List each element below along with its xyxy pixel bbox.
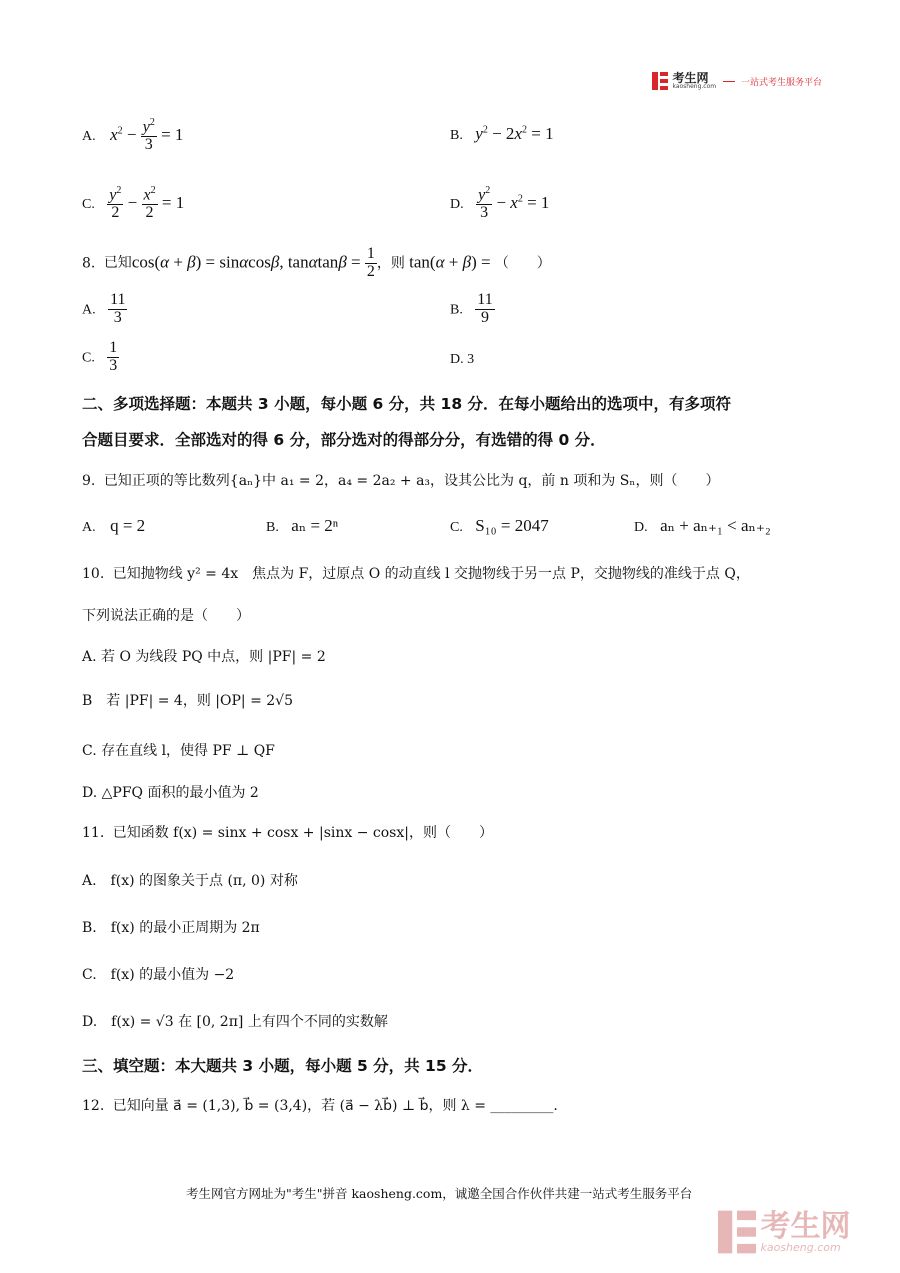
q10-option-c: C. 存在直线 l，使得 PF ⊥ QF — [82, 743, 275, 759]
section2-heading-line2: 合题目要求．全部选对的得 6 分，部分选对的得部分分，有选错的得 0 分． — [82, 431, 606, 449]
q9-option-b: B. aₙ = 2ⁿ — [266, 516, 339, 535]
kaosheng-logo-icon — [652, 72, 668, 90]
q8-option-c: C. $\frac{1}{3}$ — [82, 339, 118, 374]
q9-option-c: C. S₁₀ = 2047 — [450, 516, 549, 535]
q9-option-d: D. aₙ + aₙ₊₁ < aₙ₊₂ — [634, 516, 771, 535]
q12-stem: 12. 已知向量 a⃗ = (1,3), b⃗ = (3,4)，若 (a⃗ − λb⃗) ⊥ b⃗，则 λ = _________. — [82, 1098, 558, 1114]
q9-stem: 9. 已知正项的等比数列{aₙ}中 a₁ = 2，a₄ = 2a₂ + a₃，设其公比为 q，前 n 项和为 Sₙ，则（ ） — [82, 473, 720, 489]
watermark-brand: 考生网 — [760, 1208, 851, 1244]
logo-brand: 考生网 — [672, 71, 709, 85]
section3-heading: 三、填空题：本大题共 3 小题，每小题 5 分，共 15 分． — [82, 1057, 484, 1075]
header-logo — [652, 72, 822, 90]
q10-option-a: A. 若 O 为线段 PQ 中点，则 |PF| = 2 — [82, 649, 326, 665]
section2-heading-line1: 二、多项选择题：本题共 3 小题，每小题 6 分，共 18 分．在每小题给出的选项中，有多项符 — [82, 395, 732, 413]
q7-option-d: D. $\frac{y^2}{3}$ − $x^2 = 1$ — [450, 185, 550, 222]
footer-text: 考生网官方网址为"考生"拼音 kaosheng.com，诚邀全国合作伙伴共建一站式考生服务平台 — [186, 1186, 693, 1201]
q8-option-a: A. $\frac{11}{3}$ — [82, 291, 126, 326]
q10-option-b: B 若 |PF| = 4，则 |OP| = 2√5 — [82, 693, 293, 709]
footer-watermark — [718, 1210, 850, 1254]
q10-stem-line1: 10. 已知抛物线 y² = 4x 焦点为 F，过原点 O 的动直线 l 交抛物线于另一点 P，交抛物线的准线于点 Q， — [82, 566, 750, 582]
watermark-domain: kaosheng.com — [760, 1240, 841, 1254]
q8-option-d: D. 3 — [450, 352, 475, 367]
q11-option-c: C. f(x) 的最小值为 −2 — [82, 967, 235, 983]
q7-option-c: C. $\frac{y^2}{2}$ − $\frac{x^2}{2}$ = 1 — [82, 185, 185, 222]
q11-option-d: D. f(x) = √3 在 [0, 2π] 上有四个不同的实数解 — [82, 1014, 388, 1030]
q9-option-a: A. q = 2 — [82, 516, 146, 535]
logo-slogan: 一站式考生服务平台 — [741, 77, 823, 88]
q10-stem-line2: 下列说法正确的是（ ） — [82, 608, 250, 624]
q11-stem: 11. 已知函数 f(x) = sinx + cosx + |sinx − cosx|，则（ ） — [82, 825, 493, 841]
q8-stem: 8. 已知cos(α + β) = sinαcosβ, tanαtanβ = $\frac{1}{2}$ ，则 tan(α + β) = （ ） — [82, 245, 551, 280]
q10-option-d: D. △PFQ 面积的最小值为 2 — [82, 785, 259, 801]
q11-option-b: B. f(x) 的最小正周期为 2π — [82, 920, 260, 936]
q7-option-a: A. $x^2$ − $\frac{y^2}{3}$ = 1 — [82, 117, 184, 154]
q11-option-a: A. f(x) 的图象关于点 (π, 0) 对称 — [82, 873, 298, 889]
logo-domain: kaosheng.com — [672, 83, 717, 90]
q7-option-b: B. $y^2 - 2x^2 = 1$ — [450, 124, 554, 143]
q8-option-b: B. $\frac{11}{9}$ — [450, 291, 493, 326]
watermark-logo-icon — [718, 1210, 756, 1254]
